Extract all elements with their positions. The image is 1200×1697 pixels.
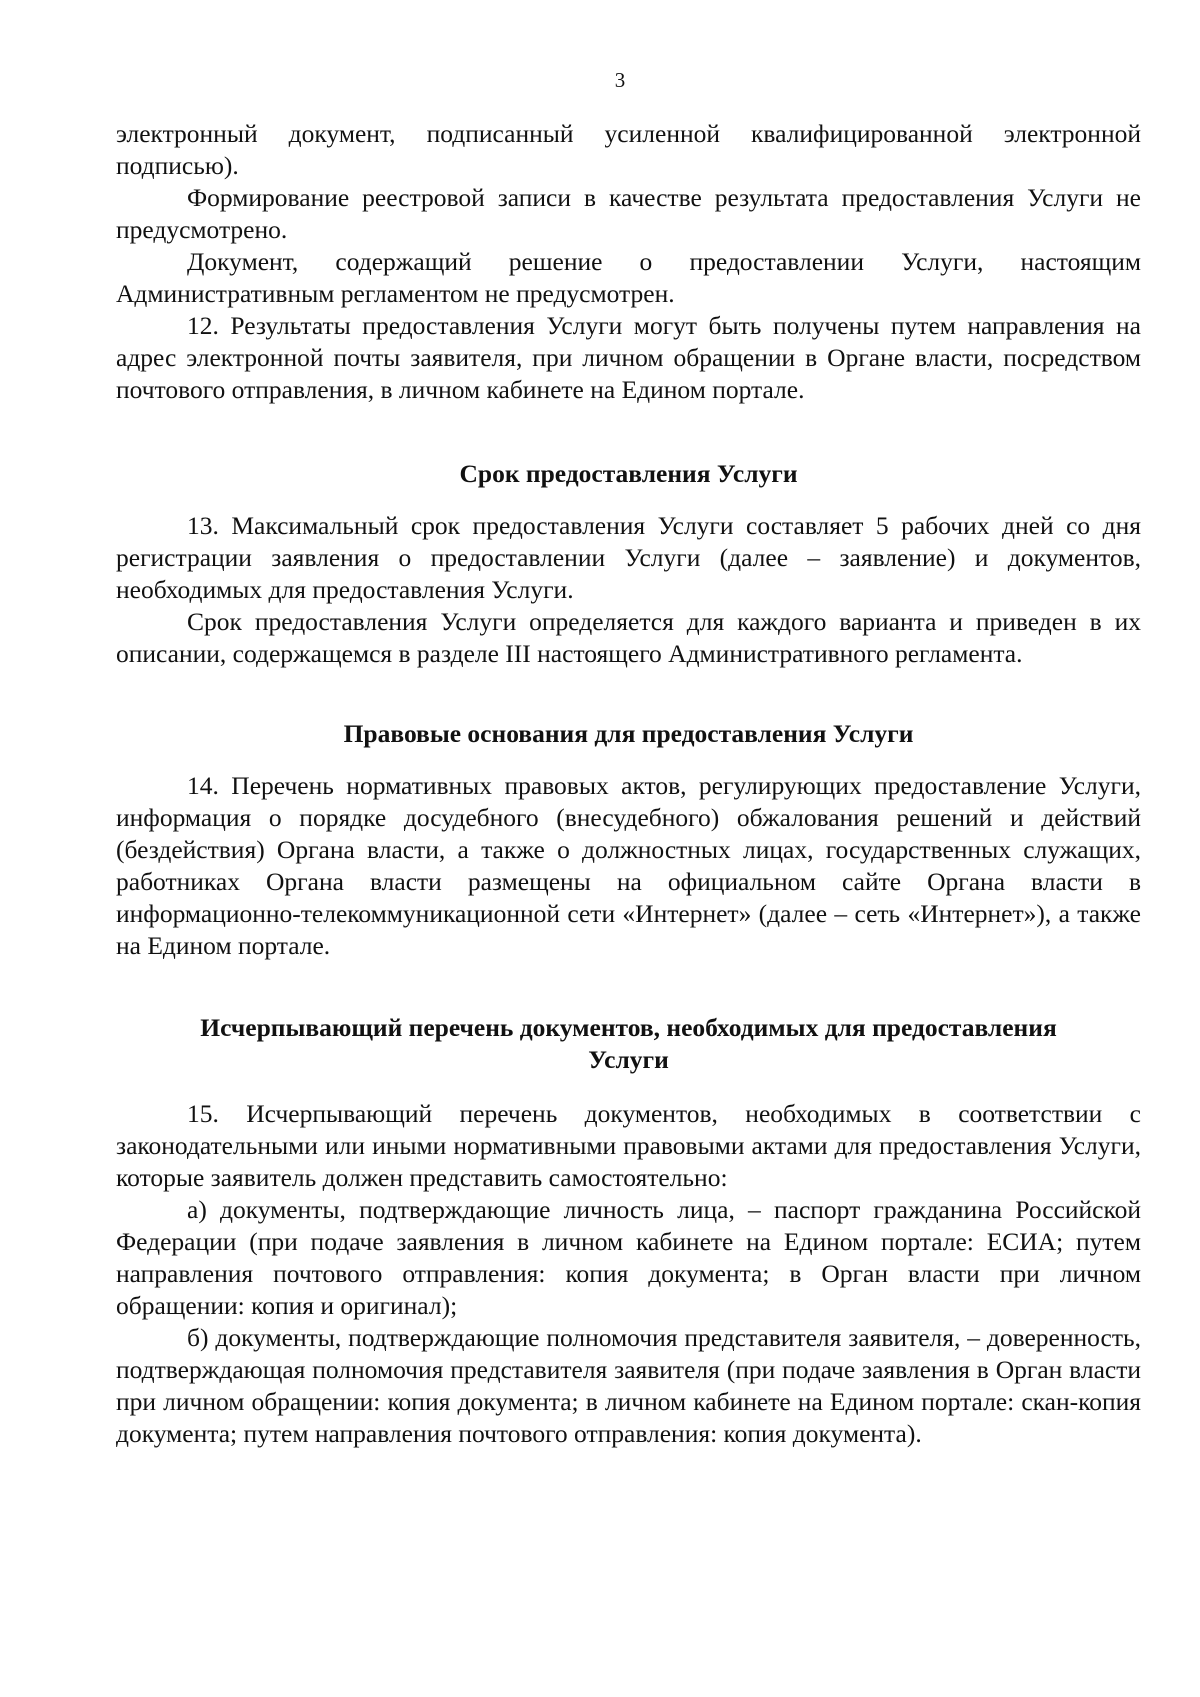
- page-number: 3: [614, 68, 626, 92]
- paragraph: Формирование реестровой записи в качестве результата предоставления Услуги не предусмотрено.: [116, 183, 1141, 244]
- heading-line: Исчерпывающий перечень документов, необходимых для предоставления: [200, 1013, 1057, 1042]
- section-heading-perechen: [116, 1012, 1141, 1076]
- section-heading-srok: Срок предоставления Услуги: [459, 459, 798, 488]
- section-heading-pravo: Правовые основания для предоставления Услуги: [343, 719, 914, 748]
- paragraph-item-14: 14. Перечень нормативных правовых актов, регулирующих предоставление Услуги, информация о порядке досудебного (внесудебного) обжалования решений и действий (бездействия) Органа власти, а также о должностных лицах, государственных служащих, работниках Органа власти размещены на официальном сайте Органа власти в информационно-телекоммуникационной сети «Интернет» (далее – сеть «Интернет»), а также на Едином портале.: [116, 771, 1141, 960]
- page-content: [116, 118, 1141, 1450]
- paragraph-item-13: 13. Максимальный срок предоставления Услуги составляет 5 рабочих дней со дня регистрации заявления о предоставлении Услуги (далее – заявление) и документов, необходимых для предоставления Услуги.: [116, 511, 1141, 604]
- paragraph: Документ, содержащий решение о предоставлении Услуги, настоящим Административным регламентом не предусмотрен.: [116, 247, 1141, 308]
- list-item-b: б) документы, подтверждающие полномочия представителя заявителя, – доверенность, подтверждающая полномочия представителя заявителя (при подаче заявления в Орган власти при личном обращении: копия документа; в личном кабинете на Едином портале: скан-копия документа; путем направления почтового отправления: копия документа).: [116, 1323, 1141, 1448]
- list-item-a: а) документы, подтверждающие личность лица, – паспорт гражданина Российской Федерации (при подаче заявления в личном кабинете на Едином портале: ЕСИА; путем направления почтового отправления: копия документа; в Орган власти при личном обращении: копия и оригинал);: [116, 1195, 1141, 1320]
- heading-line: Услуги: [588, 1045, 669, 1074]
- paragraph: Срок предоставления Услуги определяется для каждого варианта и приведен в их описании, содержащемся в разделе III настоящего Административного регламента.: [116, 607, 1141, 668]
- paragraph-item-15: 15. Исчерпывающий перечень документов, необходимых в соответствии с законодательными или иными нормативными правовыми актами для предоставления Услуги, которые заявитель должен представить самостоятельно:: [116, 1099, 1141, 1192]
- paragraph-item-12: 12. Результаты предоставления Услуги могут быть получены путем направления на адрес электронной почты заявителя, при личном обращении в Органе власти, посредством почтового отправления, в личном кабинете на Едином портале.: [116, 311, 1141, 404]
- paragraph: электронный документ, подписанный усиленной квалифицированной электронной подписью).: [116, 119, 1141, 180]
